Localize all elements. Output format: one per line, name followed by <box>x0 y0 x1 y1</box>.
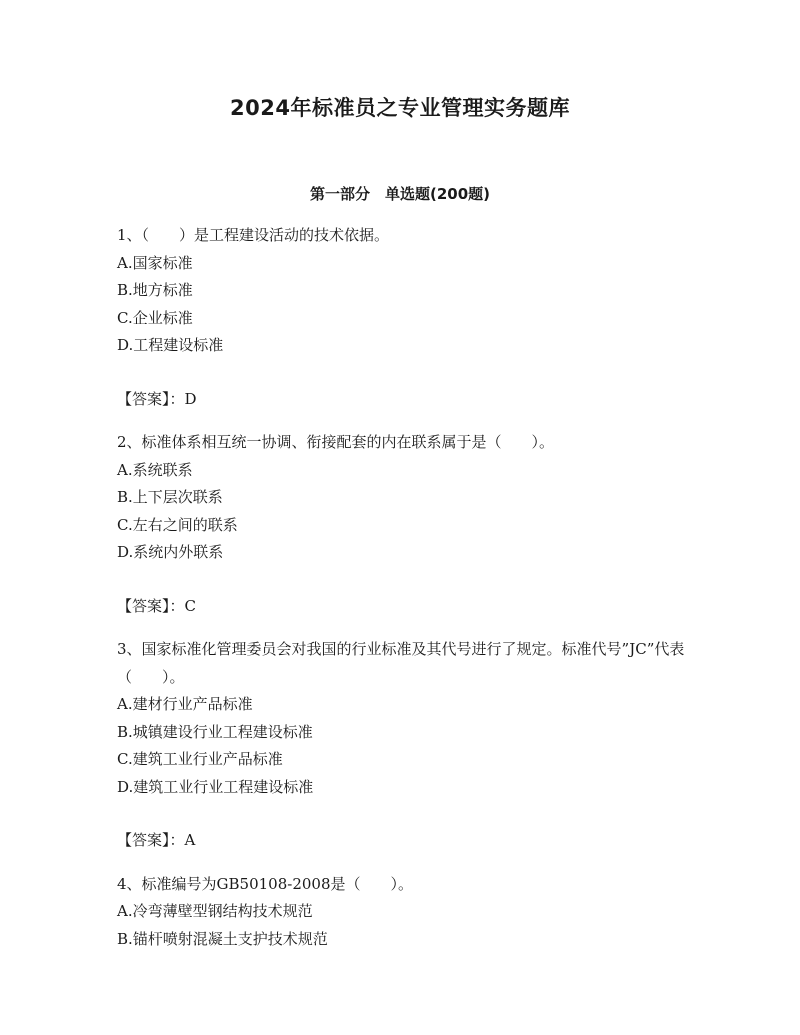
question-text: 3、国家标准化管理委员会对我国的行业标准及其代号进行了规定。标准代号”JC”代表（ ）。 <box>117 640 685 686</box>
answer-line <box>117 386 687 414</box>
question-3 <box>117 636 687 855</box>
option-list <box>117 691 687 801</box>
option-a: A.建材行业产品标准 <box>117 695 253 713</box>
option-c: C.建筑工业行业产品标准 <box>117 750 283 768</box>
answer-label: 【答案】： <box>117 831 185 849</box>
document-title: 2024年标准员之专业管理实务题库 <box>230 96 570 120</box>
option-d: D.工程建设标准 <box>117 336 224 354</box>
option-b: B.上下层次联系 <box>117 488 223 506</box>
option-b: B.地方标准 <box>117 281 193 299</box>
answer-value: D <box>184 389 197 408</box>
option-list <box>117 457 687 567</box>
question-list <box>117 222 687 953</box>
option-c: C.企业标准 <box>117 308 193 327</box>
option-b: B.城镇建设行业工程建设标准 <box>117 722 313 741</box>
question-text: 4、标准编号为GB50108-2008是（ ）。 <box>117 874 414 893</box>
answer-label: 【答案】： <box>117 389 185 408</box>
answer-line <box>117 827 687 855</box>
answer-label: 【答案】： <box>117 596 185 615</box>
option-list <box>117 898 687 953</box>
option-a: A.系统联系 <box>117 460 193 479</box>
question-2 <box>117 429 687 620</box>
answer-value: A <box>184 831 196 849</box>
option-list <box>117 250 687 360</box>
question-text: 1、（ ）是工程建设活动的技术依据。 <box>117 226 390 244</box>
option-a: A.国家标准 <box>117 253 193 272</box>
option-c: C.左右之间的联系 <box>117 515 238 534</box>
question-text: 2、标准体系相互统一协调、衔接配套的内在联系属于是（ ）。 <box>117 433 555 451</box>
option-a: A.冷弯薄壁型钢结构技术规范 <box>117 902 313 920</box>
question-4 <box>117 871 687 954</box>
question-1 <box>117 222 687 413</box>
option-d: D.建筑工业行业工程建设标准 <box>117 777 314 796</box>
answer-value: C <box>184 596 196 615</box>
answer-line <box>117 593 687 621</box>
option-b: B.锚杆喷射混凝土支护技术规范 <box>117 929 328 948</box>
section-title: 第一部分 单选题(200题) <box>309 185 491 203</box>
option-d: D.系统内外联系 <box>117 543 224 561</box>
